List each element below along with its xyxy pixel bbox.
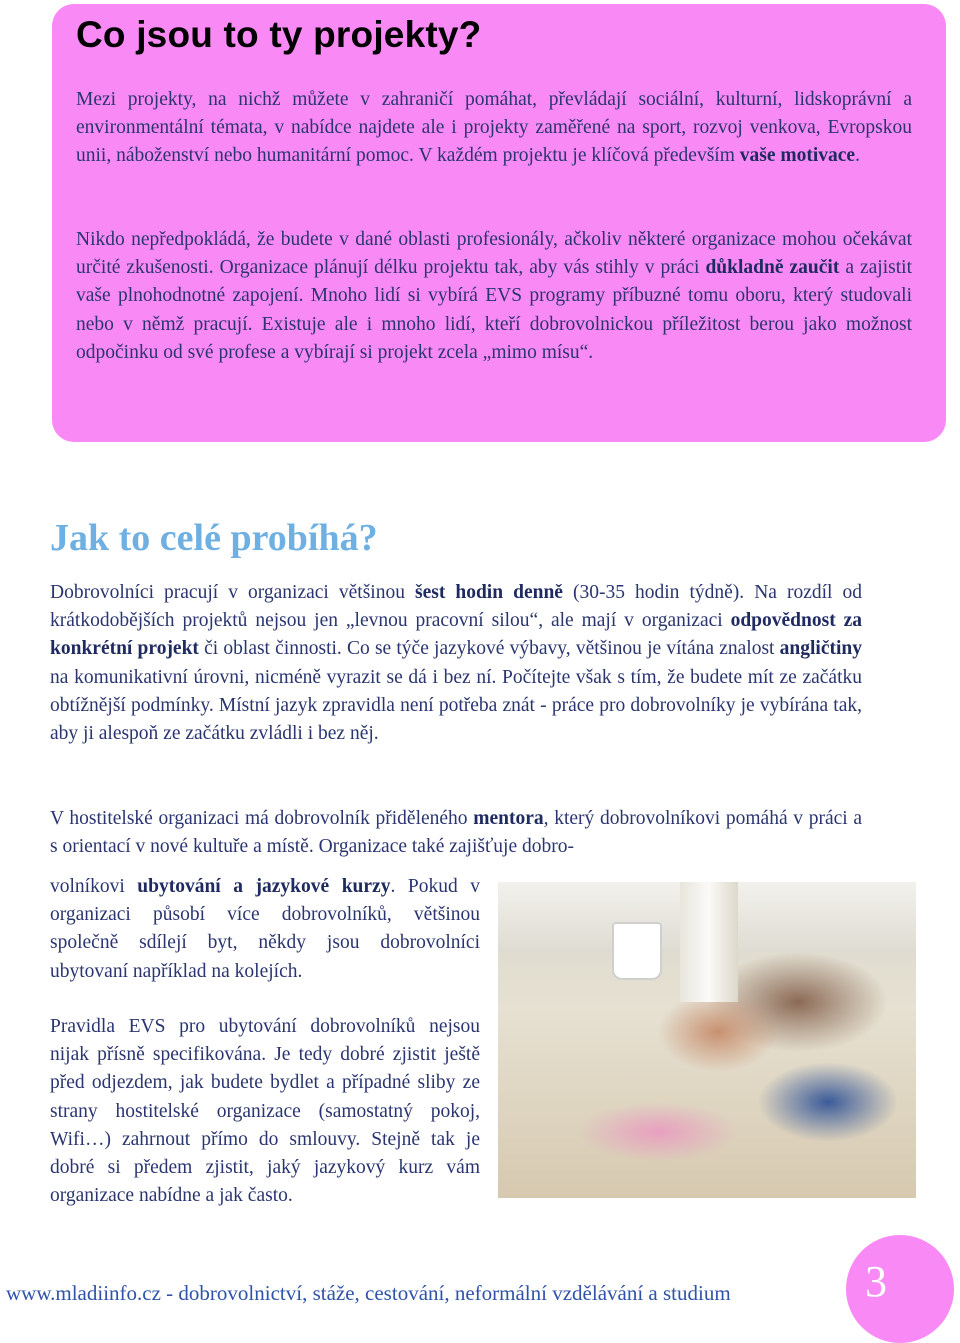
bold-span: mentora [473, 808, 544, 829]
box-title: Co jsou to ty projekty? [76, 14, 482, 55]
footer-link[interactable]: www.mladiinfo.cz - dobrovolnictví, stáže, cestování, neformální vzdělávání a studium [6, 1281, 731, 1305]
bold-span: vaše motivace [739, 145, 856, 167]
text-span: Mezi projekty, na nichž můžete v zahraničí pomáhat, převládají sociální, kulturní, lidskoprávní a environmentální témata, v nabídce najdete ale i projekty zaměřené na sport, rozvoj venkova, Evropskou unii, náboženství nebo humanitární pomoc. V každém projektu je klíčová především [76, 89, 912, 167]
text-span: a zajistit vaše plnohodnotné zapojení. Mnoho lidí si vybírá EVS programy příbuzné tomu oboru, který studovali nebo v němž pracují. Existuje ale i mnoho lidí, kteří dobrovolnickou příležitost berou jako možnost odpočinku od své profese a vybírají si projekt zcela „mimo mísu“. [76, 257, 912, 363]
section-paragraph-2 [50, 805, 862, 861]
volunteers-photo [498, 882, 916, 1198]
section-paragraph-1 [50, 579, 862, 748]
bold-span: angličtiny [779, 638, 862, 660]
section-title: Jak to celé probíhá? [50, 517, 378, 559]
bold-span: důkladně zaučit [705, 257, 840, 279]
info-box [52, 4, 946, 442]
text-span: volníkovi [50, 876, 138, 897]
text-span: (30-35 hodin týdně). Na rozdíl od krátkodobějších projektů nejsou jen „levnou pracovní silou“, ale mají v organizaci [50, 582, 862, 632]
bold-span: šest hodin denně [415, 582, 563, 603]
bold-span: ubytování a jazykové kurzy [137, 876, 391, 897]
text-span: na komunikativní úrovni, nicméně vyrazit se dá i bez ní. Počítejte však s tím, že budete mít ze začátku obtížnější podmínky. Místní jazyk zpravidla není potřeba znát - práce pro dobrovolníky je vybírána tak, aby ji alespoň ze začátku zvládli i bez něj. [50, 666, 862, 745]
photo-pillar [680, 882, 738, 1002]
box-paragraph-2 [76, 226, 912, 367]
bold-span: odpovědnost za konkrétní projekt [50, 610, 863, 660]
text-span: . Pokud v organizaci působí více dobrovolníků, většinou společně sdílejí byt, někdy jsou dobrovolníci ubytovaní například na kolejích. [50, 876, 480, 982]
text-span: Nikdo nepředpokládá, že budete v dané oblasti profesionály, ačkoliv některé organizace mohou očekávat určité zkušenosti. Organizace plánují délku projektu tak, aby vás stihly v práci [76, 229, 912, 279]
page-number: 3 [865, 1257, 887, 1306]
text-span: či oblast činnosti. Co se týče jazykové výbavy, většinou je vítána znalost [198, 638, 780, 660]
text-span: Dobrovolníci pracují v organizaci většinou [50, 582, 415, 603]
box-paragraph-1 [76, 86, 912, 171]
text-span: . [855, 145, 860, 167]
photo-bucket [612, 922, 662, 980]
section-paragraph-3 [50, 873, 480, 986]
text-span: V hostitelské organizaci má dobrovolník přiděleného [50, 808, 474, 829]
section-paragraph-4: Pravidla EVS pro ubytování dobrovolníků nejsou nijak přísně specifikována. Je tedy dobré zjistit ještě před odjezdem, jak budete bydlet a případné sliby ze strany hostitelské organizace (samostatný pokoj, Wifi…) zahrnout přímo do smlouvy. Stejně tak je dobré si předem zjistit, jaký jazykový kurz vám organizace nabídne a jak často. [50, 1016, 480, 1207]
text-span: , který dobrovolníkovi pomáhá v práci a s orientací v nové kultuře a místě. Organizace také zajišťuje dobro- [50, 808, 863, 858]
